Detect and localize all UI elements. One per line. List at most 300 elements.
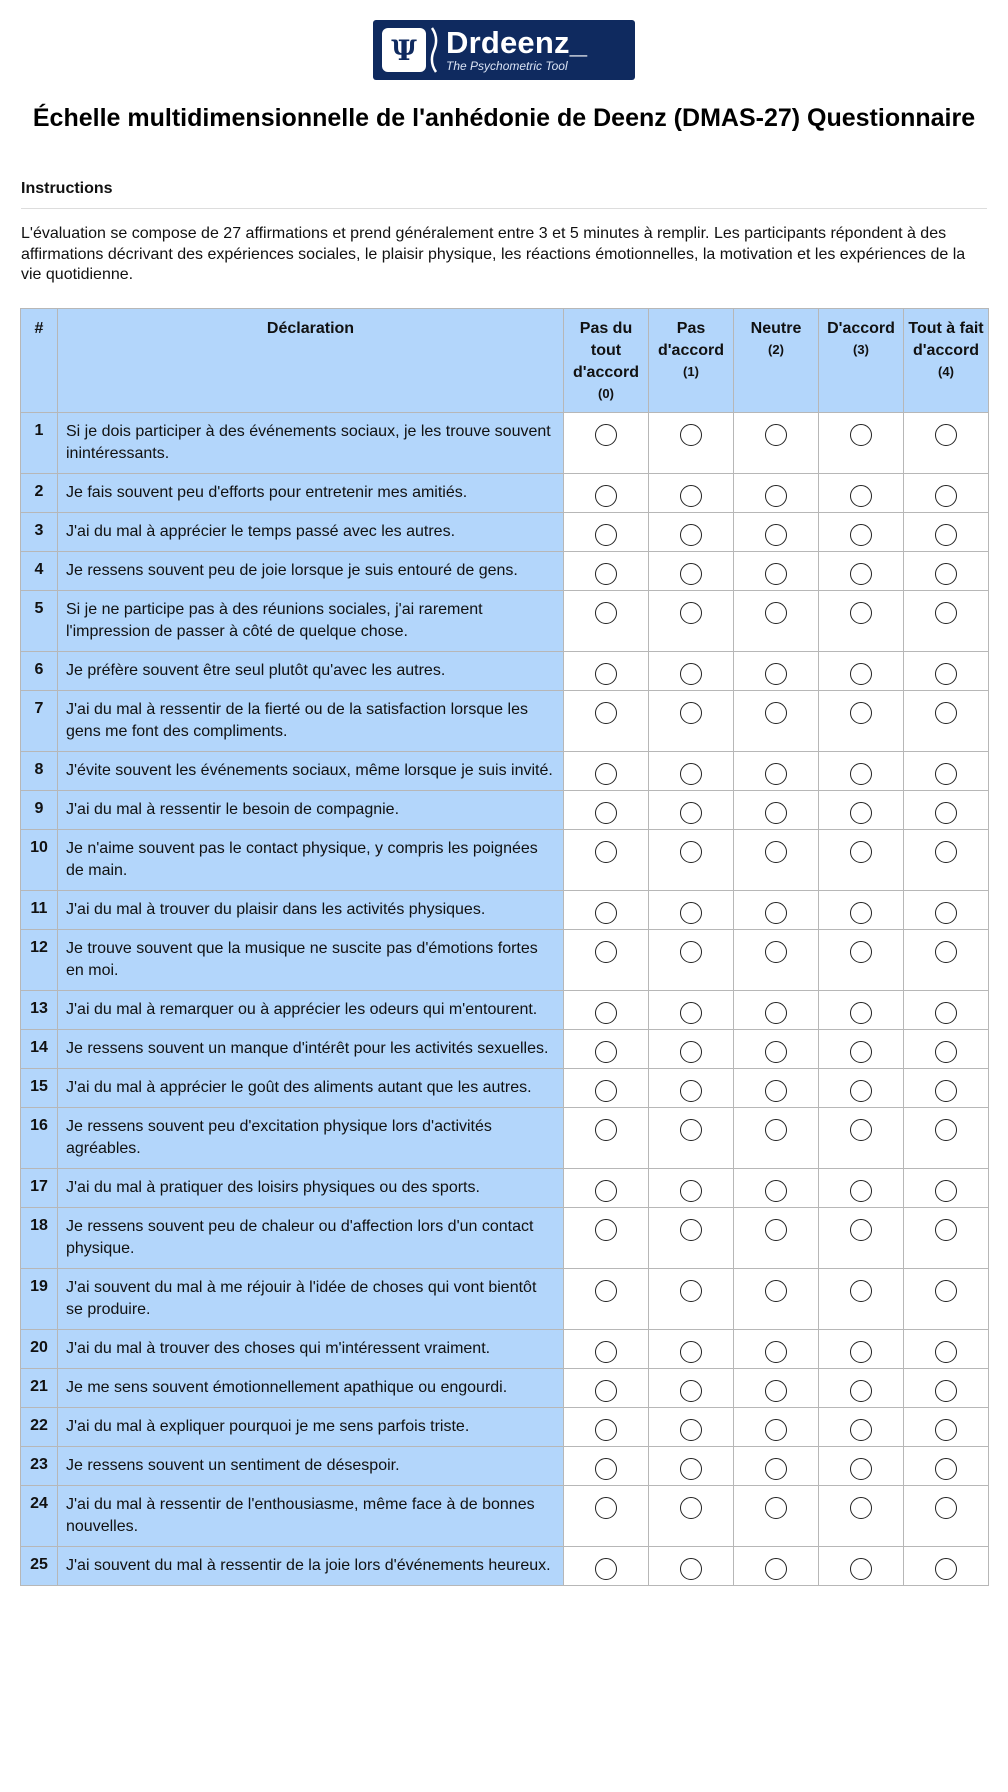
answer-radio-1[interactable] — [680, 763, 702, 785]
option-cell — [734, 830, 819, 891]
answer-radio-3[interactable] — [850, 563, 872, 585]
option-cell — [649, 1547, 734, 1586]
row-number: 17 — [21, 1169, 58, 1208]
option-cell — [734, 1408, 819, 1447]
page-title: Échelle multidimensionnelle de l'anhédonie de Deenz (DMAS-27) Questionnaire — [32, 104, 976, 132]
option-cell — [904, 591, 989, 652]
answer-radio-1[interactable] — [680, 1497, 702, 1519]
answer-radio-1[interactable] — [680, 902, 702, 924]
answer-radio-2[interactable] — [765, 485, 787, 507]
option-cell — [904, 1369, 989, 1408]
answer-radio-2[interactable] — [765, 1341, 787, 1363]
statement-text: J'ai du mal à apprécier le goût des aliments autant que les autres. — [58, 1069, 564, 1108]
option-code: (3) — [853, 342, 869, 357]
answer-radio-1[interactable] — [680, 1219, 702, 1241]
option-cell — [904, 1447, 989, 1486]
option-cell — [904, 1069, 989, 1108]
option-cell — [819, 991, 904, 1030]
option-code: (4) — [938, 364, 954, 379]
statement-text: Je ressens souvent peu de chaleur ou d'affection lors d'un contact physique. — [58, 1208, 564, 1269]
answer-radio-1[interactable] — [680, 1180, 702, 1202]
answer-radio-0[interactable] — [595, 1419, 617, 1441]
option-cell — [564, 691, 649, 752]
option-cell — [734, 930, 819, 991]
answer-radio-2[interactable] — [765, 1002, 787, 1024]
answer-radio-1[interactable] — [680, 1458, 702, 1480]
answer-radio-3[interactable] — [850, 1558, 872, 1580]
answer-radio-0[interactable] — [595, 424, 617, 446]
option-cell — [649, 474, 734, 513]
statement-text: J'ai du mal à ressentir de la fierté ou de la satisfaction lorsque les gens me font des compliments. — [58, 691, 564, 752]
row-number: 24 — [21, 1486, 58, 1547]
answer-radio-2[interactable] — [765, 1219, 787, 1241]
answer-radio-3[interactable] — [850, 602, 872, 624]
option-cell — [564, 752, 649, 791]
option-cell — [649, 1447, 734, 1486]
option-cell — [904, 552, 989, 591]
questionnaire-table — [20, 308, 989, 1586]
statement-text: Je ressens souvent peu d'excitation physique lors d'activités agréables. — [58, 1108, 564, 1169]
answer-radio-4[interactable] — [935, 1041, 957, 1063]
option-cell — [819, 1369, 904, 1408]
row-number: 21 — [21, 1369, 58, 1408]
option-cell — [819, 1547, 904, 1586]
answer-radio-2[interactable] — [765, 1180, 787, 1202]
option-cell — [904, 1547, 989, 1586]
statement-text: Je ressens souvent un manque d'intérêt pour les activités sexuelles. — [58, 1030, 564, 1069]
option-cell — [819, 652, 904, 691]
answer-radio-4[interactable] — [935, 941, 957, 963]
answer-radio-3[interactable] — [850, 1041, 872, 1063]
option-cell — [649, 752, 734, 791]
answer-radio-4[interactable] — [935, 1219, 957, 1241]
option-cell — [904, 1408, 989, 1447]
answer-radio-3[interactable] — [850, 663, 872, 685]
option-cell — [564, 1330, 649, 1369]
option-cell — [819, 1069, 904, 1108]
table-row — [21, 413, 989, 474]
option-cell — [819, 552, 904, 591]
answer-radio-3[interactable] — [850, 524, 872, 546]
row-number: 15 — [21, 1069, 58, 1108]
answer-radio-4[interactable] — [935, 841, 957, 863]
answer-radio-2[interactable] — [765, 1558, 787, 1580]
answer-radio-1[interactable] — [680, 1119, 702, 1141]
option-cell — [734, 552, 819, 591]
statement-text: Si je dois participer à des événements sociaux, je les trouve souvent inintéressants. — [58, 413, 564, 474]
table-row — [21, 791, 989, 830]
row-number: 3 — [21, 513, 58, 552]
option-cell — [649, 1030, 734, 1069]
option-cell — [904, 691, 989, 752]
option-cell — [649, 1208, 734, 1269]
answer-radio-2[interactable] — [765, 563, 787, 585]
instructions-divider — [21, 208, 987, 209]
row-number: 20 — [21, 1330, 58, 1369]
answer-radio-0[interactable] — [595, 1119, 617, 1141]
table-row — [21, 652, 989, 691]
header-option-2 — [734, 309, 819, 413]
answer-radio-1[interactable] — [680, 841, 702, 863]
option-cell — [819, 830, 904, 891]
answer-radio-3[interactable] — [850, 802, 872, 824]
answer-radio-3[interactable] — [850, 702, 872, 724]
answer-radio-3[interactable] — [850, 1280, 872, 1302]
table-row — [21, 1169, 989, 1208]
answer-radio-1[interactable] — [680, 563, 702, 585]
answer-radio-4[interactable] — [935, 663, 957, 685]
answer-radio-3[interactable] — [850, 1180, 872, 1202]
answer-radio-2[interactable] — [765, 1380, 787, 1402]
answer-radio-3[interactable] — [850, 1341, 872, 1363]
option-cell — [564, 1408, 649, 1447]
answer-radio-1[interactable] — [680, 1041, 702, 1063]
row-number: 19 — [21, 1269, 58, 1330]
option-cell — [649, 591, 734, 652]
answer-radio-0[interactable] — [595, 1458, 617, 1480]
answer-radio-0[interactable] — [595, 1380, 617, 1402]
option-cell — [734, 474, 819, 513]
option-cell — [564, 1447, 649, 1486]
answer-radio-2[interactable] — [765, 1419, 787, 1441]
statement-text: Je trouve souvent que la musique ne suscite pas d'émotions fortes en moi. — [58, 930, 564, 991]
header-num: # — [21, 309, 58, 413]
answer-radio-1[interactable] — [680, 1380, 702, 1402]
answer-radio-4[interactable] — [935, 902, 957, 924]
option-cell — [734, 1108, 819, 1169]
answer-radio-0[interactable] — [595, 841, 617, 863]
answer-radio-4[interactable] — [935, 702, 957, 724]
answer-radio-4[interactable] — [935, 485, 957, 507]
option-cell — [649, 830, 734, 891]
answer-radio-4[interactable] — [935, 1080, 957, 1102]
row-number: 12 — [21, 930, 58, 991]
option-cell — [819, 513, 904, 552]
table-row — [21, 991, 989, 1030]
answer-radio-4[interactable] — [935, 563, 957, 585]
answer-radio-2[interactable] — [765, 702, 787, 724]
option-cell — [649, 513, 734, 552]
statement-text: Je fais souvent peu d'efforts pour entretenir mes amitiés. — [58, 474, 564, 513]
answer-radio-1[interactable] — [680, 1341, 702, 1363]
option-cell — [904, 891, 989, 930]
answer-radio-4[interactable] — [935, 602, 957, 624]
answer-radio-4[interactable] — [935, 1280, 957, 1302]
option-cell — [819, 791, 904, 830]
table-row — [21, 1369, 989, 1408]
statement-text: Je n'aime souvent pas le contact physique, y compris les poignées de main. — [58, 830, 564, 891]
option-cell — [734, 1208, 819, 1269]
answer-radio-2[interactable] — [765, 663, 787, 685]
row-number: 16 — [21, 1108, 58, 1169]
header-option-3 — [819, 309, 904, 413]
option-cell — [649, 413, 734, 474]
option-cell — [734, 513, 819, 552]
answer-radio-3[interactable] — [850, 1380, 872, 1402]
answer-radio-2[interactable] — [765, 1080, 787, 1102]
answer-radio-0[interactable] — [595, 763, 617, 785]
answer-radio-2[interactable] — [765, 941, 787, 963]
option-cell — [734, 591, 819, 652]
row-number: 10 — [21, 830, 58, 891]
answer-radio-0[interactable] — [595, 902, 617, 924]
option-cell — [904, 1269, 989, 1330]
option-cell — [904, 752, 989, 791]
header-statement: Déclaration — [58, 309, 564, 413]
option-cell — [904, 652, 989, 691]
row-number: 2 — [21, 474, 58, 513]
statement-text: J'ai du mal à pratiquer des loisirs physiques ou des sports. — [58, 1169, 564, 1208]
option-cell — [564, 1369, 649, 1408]
option-cell — [819, 752, 904, 791]
answer-radio-0[interactable] — [595, 941, 617, 963]
row-number: 14 — [21, 1030, 58, 1069]
option-cell — [819, 891, 904, 930]
answer-radio-1[interactable] — [680, 1558, 702, 1580]
answer-radio-0[interactable] — [595, 1041, 617, 1063]
option-cell — [564, 1486, 649, 1547]
option-cell — [564, 891, 649, 930]
option-cell — [819, 1030, 904, 1069]
row-number: 9 — [21, 791, 58, 830]
table-row — [21, 830, 989, 891]
option-cell — [734, 1330, 819, 1369]
answer-radio-4[interactable] — [935, 1180, 957, 1202]
answer-radio-2[interactable] — [765, 424, 787, 446]
answer-radio-4[interactable] — [935, 802, 957, 824]
answer-radio-0[interactable] — [595, 1280, 617, 1302]
option-cell — [819, 1108, 904, 1169]
answer-radio-0[interactable] — [595, 1080, 617, 1102]
option-cell — [564, 413, 649, 474]
answer-radio-0[interactable] — [595, 563, 617, 585]
answer-radio-2[interactable] — [765, 524, 787, 546]
option-cell — [564, 552, 649, 591]
row-number: 1 — [21, 413, 58, 474]
option-cell — [734, 791, 819, 830]
logo-curve-icon — [430, 26, 440, 74]
table-row — [21, 1330, 989, 1369]
answer-radio-0[interactable] — [595, 702, 617, 724]
option-code: (0) — [598, 386, 614, 401]
row-number: 25 — [21, 1547, 58, 1586]
answer-radio-3[interactable] — [850, 424, 872, 446]
table-row — [21, 1030, 989, 1069]
option-cell — [564, 591, 649, 652]
row-number: 18 — [21, 1208, 58, 1269]
statement-text: J'évite souvent les événements sociaux, même lorsque je suis invité. — [58, 752, 564, 791]
option-cell — [819, 474, 904, 513]
answer-radio-4[interactable] — [935, 1558, 957, 1580]
option-cell — [564, 652, 649, 691]
option-label: Pas du tout d'accord — [572, 320, 640, 381]
option-label: D'accord — [827, 320, 895, 337]
answer-radio-1[interactable] — [680, 663, 702, 685]
answer-radio-4[interactable] — [935, 1458, 957, 1480]
answer-radio-3[interactable] — [850, 1002, 872, 1024]
option-label: Tout à fait d'accord — [908, 320, 984, 359]
statement-text: Je me sens souvent émotionnellement apathique ou engourdi. — [58, 1369, 564, 1408]
option-cell — [649, 652, 734, 691]
table-row — [21, 591, 989, 652]
answer-radio-1[interactable] — [680, 802, 702, 824]
header-option-0 — [564, 309, 649, 413]
statement-text: J'ai du mal à remarquer ou à apprécier les odeurs qui m'entourent. — [58, 991, 564, 1030]
option-cell — [564, 991, 649, 1030]
answer-radio-0[interactable] — [595, 1219, 617, 1241]
answer-radio-1[interactable] — [680, 702, 702, 724]
answer-radio-2[interactable] — [765, 1280, 787, 1302]
answer-radio-4[interactable] — [935, 1497, 957, 1519]
answer-radio-2[interactable] — [765, 841, 787, 863]
option-cell — [564, 1069, 649, 1108]
table-row — [21, 474, 989, 513]
option-cell — [734, 1069, 819, 1108]
option-label: Pas d'accord — [657, 320, 725, 359]
answer-radio-1[interactable] — [680, 424, 702, 446]
option-cell — [564, 1208, 649, 1269]
answer-radio-3[interactable] — [850, 941, 872, 963]
answer-radio-1[interactable] — [680, 941, 702, 963]
answer-radio-2[interactable] — [765, 1041, 787, 1063]
answer-radio-4[interactable] — [935, 424, 957, 446]
table-row — [21, 1269, 989, 1330]
answer-radio-2[interactable] — [765, 602, 787, 624]
option-cell — [819, 1169, 904, 1208]
answer-radio-1[interactable] — [680, 1280, 702, 1302]
option-cell — [564, 1269, 649, 1330]
answer-radio-1[interactable] — [680, 1419, 702, 1441]
answer-radio-4[interactable] — [935, 1419, 957, 1441]
option-cell — [904, 930, 989, 991]
answer-radio-4[interactable] — [935, 1119, 957, 1141]
statement-text: J'ai du mal à apprécier le temps passé avec les autres. — [58, 513, 564, 552]
answer-radio-3[interactable] — [850, 1497, 872, 1519]
instructions-heading: Instructions — [21, 180, 113, 197]
answer-radio-2[interactable] — [765, 1497, 787, 1519]
row-number: 22 — [21, 1408, 58, 1447]
answer-radio-0[interactable] — [595, 524, 617, 546]
row-number: 11 — [21, 891, 58, 930]
answer-radio-4[interactable] — [935, 524, 957, 546]
option-cell — [734, 691, 819, 752]
answer-radio-1[interactable] — [680, 1080, 702, 1102]
statement-text: Si je ne participe pas à des réunions sociales, j'ai rarement l'impression de passer à côté de quelque chose. — [58, 591, 564, 652]
answer-radio-1[interactable] — [680, 524, 702, 546]
answer-radio-2[interactable] — [765, 902, 787, 924]
answer-radio-2[interactable] — [765, 763, 787, 785]
option-cell — [904, 1330, 989, 1369]
answer-radio-3[interactable] — [850, 841, 872, 863]
answer-radio-4[interactable] — [935, 1380, 957, 1402]
option-cell — [819, 930, 904, 991]
row-number: 5 — [21, 591, 58, 652]
table-row — [21, 1447, 989, 1486]
option-cell — [564, 513, 649, 552]
answer-radio-3[interactable] — [850, 1219, 872, 1241]
option-cell — [649, 891, 734, 930]
statement-text: Je ressens souvent un sentiment de désespoir. — [58, 1447, 564, 1486]
statement-text: J'ai souvent du mal à ressentir de la joie lors d'événements heureux. — [58, 1547, 564, 1586]
answer-radio-2[interactable] — [765, 1458, 787, 1480]
option-cell — [649, 1408, 734, 1447]
option-code: (2) — [768, 342, 784, 357]
table-row — [21, 891, 989, 930]
table-row — [21, 513, 989, 552]
answer-radio-3[interactable] — [850, 1458, 872, 1480]
table-row — [21, 1069, 989, 1108]
answer-radio-0[interactable] — [595, 1180, 617, 1202]
option-cell — [819, 1447, 904, 1486]
table-row — [21, 1108, 989, 1169]
option-code: (1) — [683, 364, 699, 379]
answer-radio-3[interactable] — [850, 902, 872, 924]
answer-radio-1[interactable] — [680, 485, 702, 507]
option-cell — [904, 1208, 989, 1269]
answer-radio-3[interactable] — [850, 1119, 872, 1141]
table-row — [21, 930, 989, 991]
answer-radio-4[interactable] — [935, 1002, 957, 1024]
table-row — [21, 1408, 989, 1447]
answer-radio-0[interactable] — [595, 802, 617, 824]
statement-text: J'ai du mal à trouver des choses qui m'intéressent vraiment. — [58, 1330, 564, 1369]
option-cell — [904, 413, 989, 474]
option-cell — [649, 1486, 734, 1547]
answer-radio-0[interactable] — [595, 1002, 617, 1024]
instructions-text: L'évaluation se compose de 27 affirmations et prend généralement entre 3 et 5 minutes à remplir. Les participants répondent à des affirmations décrivant des expériences sociales, le plaisir physique, les réactions émotionnelles, la motivation et les expériences de la vie quotidienne. — [21, 225, 966, 283]
option-cell — [734, 1447, 819, 1486]
answer-radio-4[interactable] — [935, 763, 957, 785]
brand-tagline: The Psychometric Tool — [446, 58, 568, 73]
answer-radio-3[interactable] — [850, 763, 872, 785]
answer-radio-0[interactable] — [595, 1497, 617, 1519]
option-cell — [904, 1108, 989, 1169]
option-cell — [649, 1269, 734, 1330]
answer-radio-3[interactable] — [850, 1419, 872, 1441]
table-header-row — [21, 309, 989, 413]
answer-radio-0[interactable] — [595, 1558, 617, 1580]
answer-radio-3[interactable] — [850, 485, 872, 507]
option-cell — [904, 791, 989, 830]
answer-radio-4[interactable] — [935, 1341, 957, 1363]
statement-text: Je préfère souvent être seul plutôt qu'avec les autres. — [58, 652, 564, 691]
option-cell — [649, 1169, 734, 1208]
answer-radio-0[interactable] — [595, 485, 617, 507]
answer-radio-2[interactable] — [765, 1119, 787, 1141]
statement-text: J'ai du mal à trouver du plaisir dans les activités physiques. — [58, 891, 564, 930]
answer-radio-1[interactable] — [680, 602, 702, 624]
option-cell — [904, 1486, 989, 1547]
statement-text: J'ai du mal à ressentir le besoin de compagnie. — [58, 791, 564, 830]
answer-radio-3[interactable] — [850, 1080, 872, 1102]
option-cell — [819, 413, 904, 474]
table-row — [21, 552, 989, 591]
option-cell — [819, 1408, 904, 1447]
statement-text: J'ai du mal à ressentir de l'enthousiasme, même face à de bonnes nouvelles. — [58, 1486, 564, 1547]
option-cell — [649, 791, 734, 830]
brand-name: Drdeenz_ — [446, 24, 588, 60]
answer-radio-0[interactable] — [595, 663, 617, 685]
answer-radio-0[interactable] — [595, 602, 617, 624]
brand-logo — [373, 20, 635, 80]
option-cell — [904, 474, 989, 513]
row-number: 8 — [21, 752, 58, 791]
answer-radio-2[interactable] — [765, 802, 787, 824]
option-cell — [734, 1269, 819, 1330]
answer-radio-0[interactable] — [595, 1341, 617, 1363]
answer-radio-1[interactable] — [680, 1002, 702, 1024]
statement-text: J'ai du mal à expliquer pourquoi je me sens parfois triste. — [58, 1408, 564, 1447]
